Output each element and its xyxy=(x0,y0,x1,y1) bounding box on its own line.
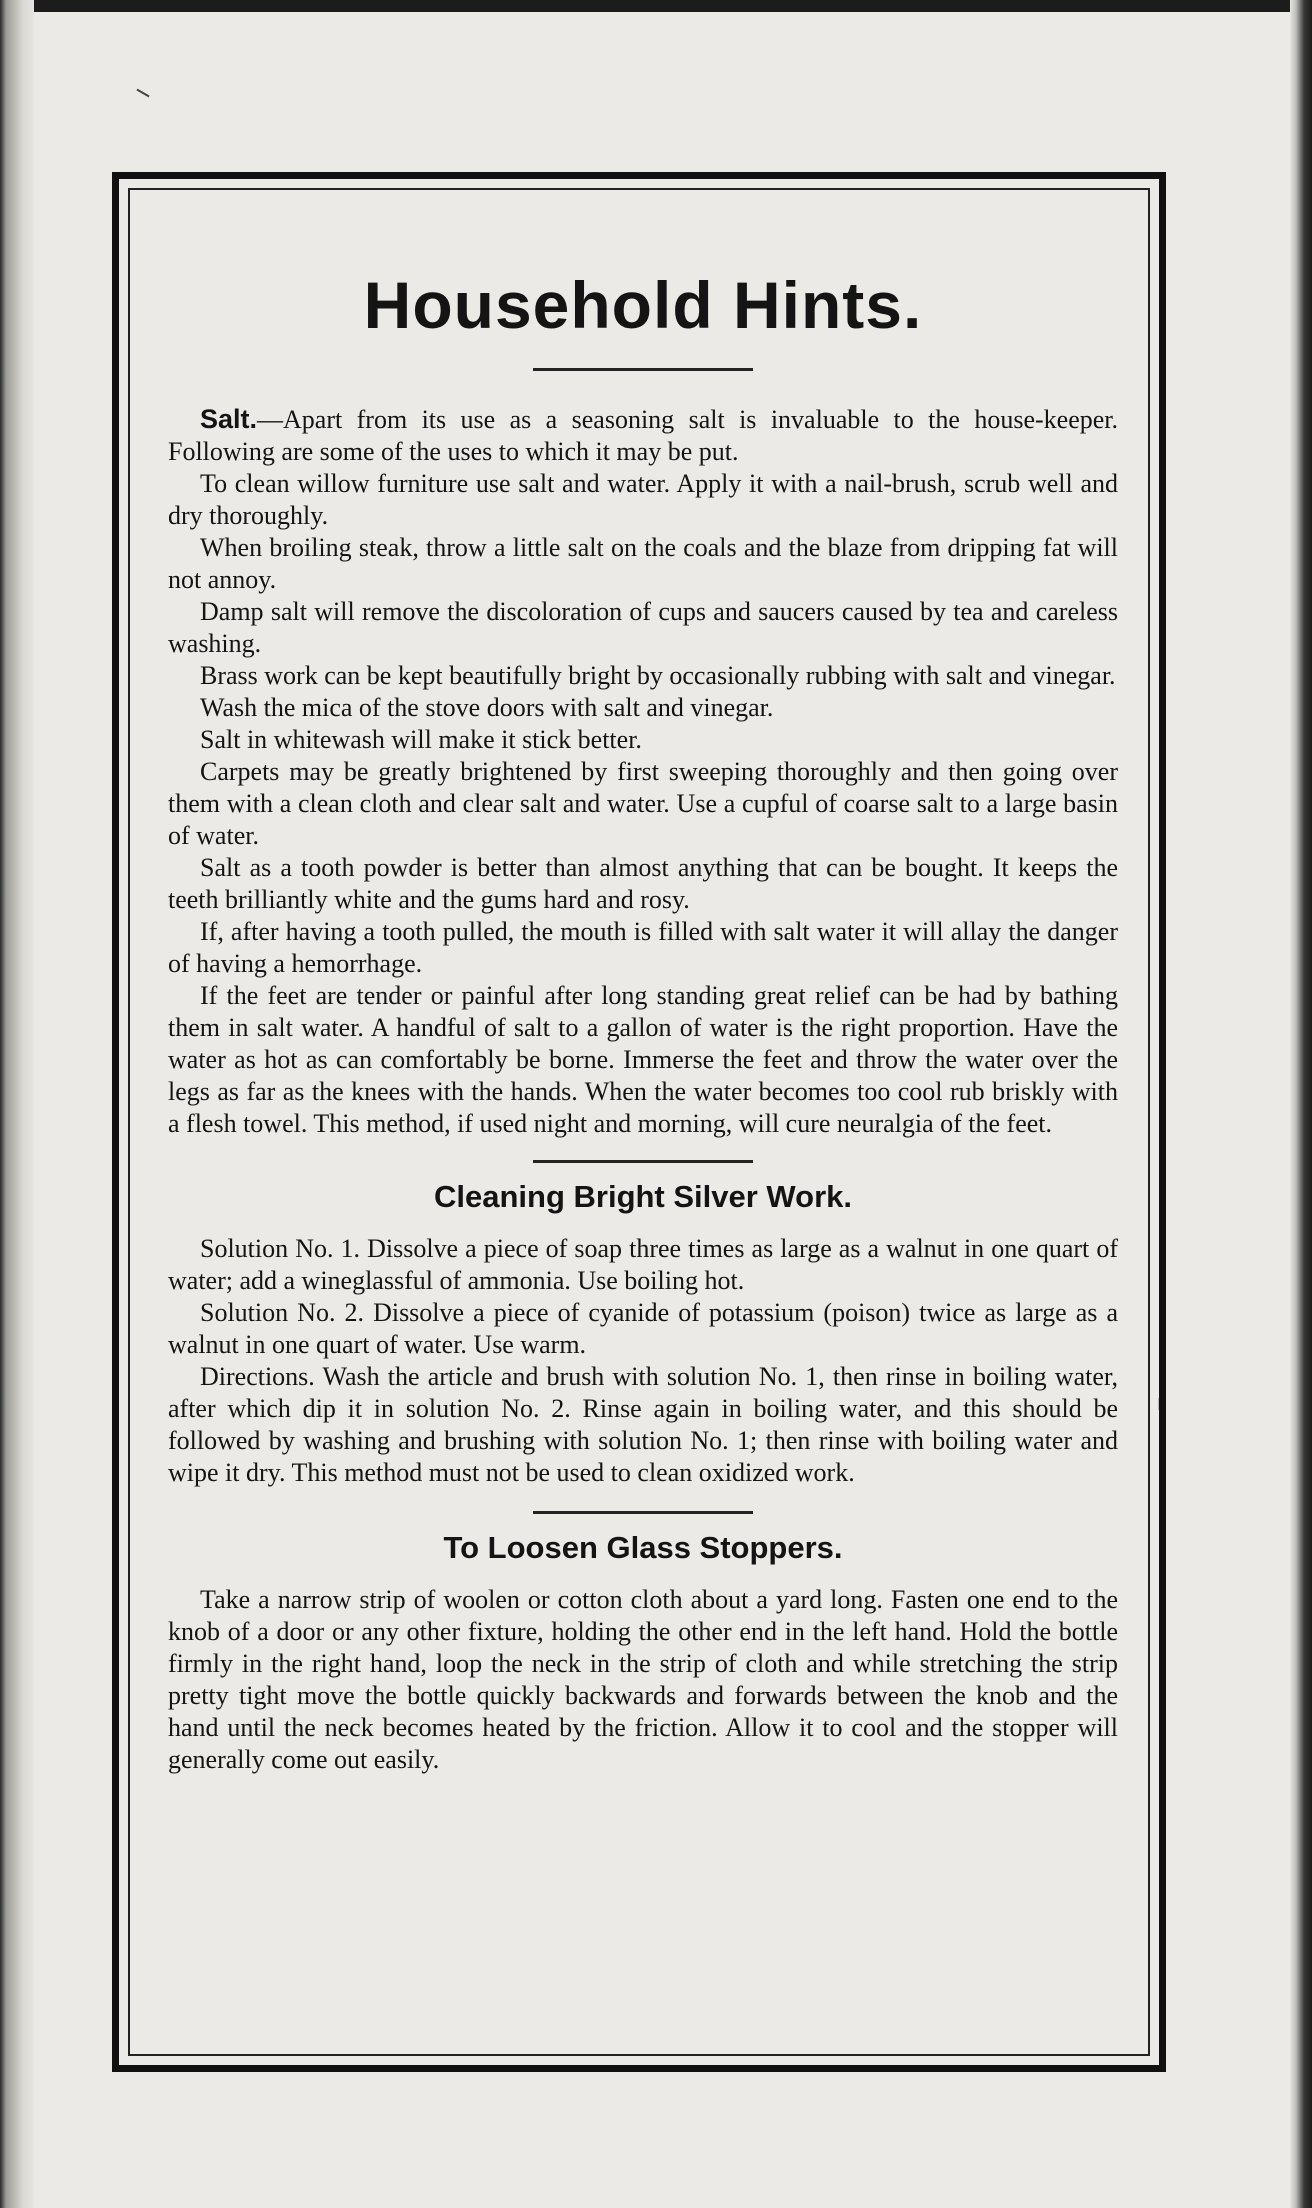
stoppers-paragraph: Take a narrow strip of woolen or cotton cloth about a yard long. Fasten one end to the knob of a door or any other fixture, holding the other end in the left hand. Hold the bottle firmly in the right hand, loop the neck in the strip of cloth and while stretching the strip pretty tight move the bottle quickly backwards and forwards between the knob and the hand until the neck becomes heated by the friction. Allow it to cool and the stopper will generally come out easily. xyxy=(168,1585,1118,1774)
salt-paragraph: If the feet are tender or painful after long standing great relief can be had by bathing them in salt water. A handful of salt to a gallon of water is the right proportion. Have the water as hot as can comfortably be borne. Immerse the feet and throw the water over the legs as far as the knees with the hands. When the water becomes too cool rub briskly with a flesh towel. This method, if used night and morning, will cure neuralgia of the feet. xyxy=(168,981,1118,1138)
salt-paragraph: When broiling steak, throw a little salt on the coals and the blaze from dripping fat will not annoy. xyxy=(168,533,1118,594)
salt-section xyxy=(168,403,1118,1140)
silver-paragraph: Solution No. 2. Dissolve a piece of cyanide of potassium (poison) twice as large as a walnut in one quart of water. Use warm. xyxy=(168,1298,1118,1359)
scan-top-edge xyxy=(0,0,1312,12)
scan-left-edge xyxy=(0,0,34,2208)
salt-paragraph: Salt as a tooth powder is better than almost anything that can be bought. It keeps the teeth brilliantly white and the gums hard and rosy. xyxy=(168,853,1118,914)
silver-paragraph: Solution No. 1. Dissolve a piece of soap three times as large as a walnut in one quart of water; add a wineglassful of ammonia. Use boiling hot. xyxy=(168,1234,1118,1295)
title-divider xyxy=(533,368,753,371)
page-title: Household Hints. xyxy=(363,268,923,342)
silver-heading: Cleaning Bright Silver Work. xyxy=(433,1179,852,1214)
salt-intro-paragraph: Salt.—Apart from its use as a seasoning salt is invaluable to the house-keeper. Following are some of the uses to which it may be put. xyxy=(168,404,1118,466)
document-body xyxy=(168,228,1118,1776)
salt-paragraph: To clean willow furniture use salt and water. Apply it with a nail-brush, scrub well and dry thoroughly. xyxy=(168,469,1118,530)
salt-paragraph: Brass work can be kept beautifully bright by occasionally rubbing with salt and vinegar. xyxy=(200,661,1116,690)
salt-label: Salt. xyxy=(200,404,258,434)
silver-paragraph: Directions. Wash the article and brush with solution No. 1, then rinse in boiling water, after which dip it in solution No. 2. Rinse again in boiling water, and this should be followed by washing and brushing with solution No. 1; then rinse with boiling water and wipe it dry. This method must not be used to clean oxidized work. xyxy=(168,1362,1118,1487)
salt-paragraph: Salt in whitewash will make it stick better. xyxy=(200,725,642,754)
silver-section xyxy=(168,1177,1118,1489)
stoppers-section xyxy=(168,1528,1118,1776)
scan-right-edge xyxy=(1290,0,1312,2208)
section-divider xyxy=(533,1511,753,1514)
section-divider xyxy=(533,1160,753,1163)
salt-paragraph: Carpets may be greatly brightened by first sweeping thoroughly and then going over them with a clean cloth and clear salt and water. Use a cupful of coarse salt to a large basin of water. xyxy=(168,757,1118,850)
salt-paragraph: Damp salt will remove the discoloration of cups and saucers caused by tea and careless washing. xyxy=(168,597,1118,658)
stoppers-heading: To Loosen Glass Stoppers. xyxy=(443,1530,843,1565)
salt-paragraph: If, after having a tooth pulled, the mouth is filled with salt water it will allay the danger of having a hemorrhage. xyxy=(168,917,1118,978)
salt-paragraph: Wash the mica of the stove doors with salt and vinegar. xyxy=(200,693,774,722)
